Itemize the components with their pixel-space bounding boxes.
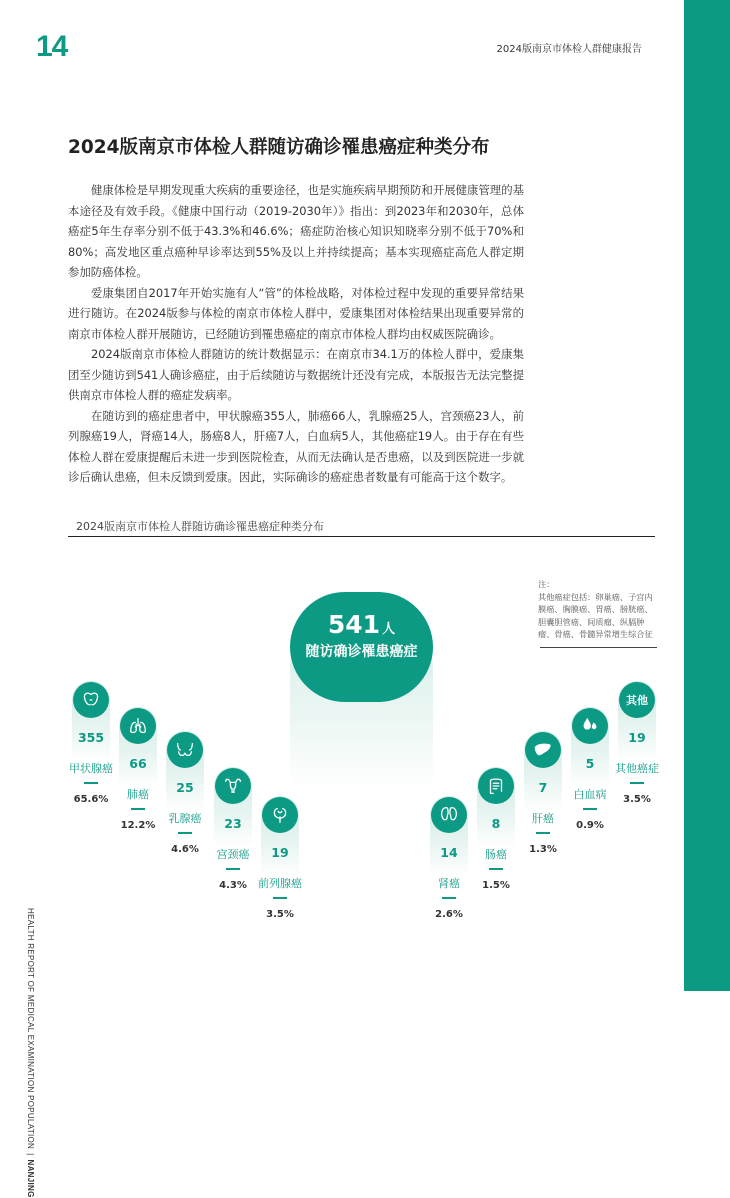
- cancer-count: 355: [77, 730, 105, 745]
- cancer-name: 前列腺癌: [258, 877, 302, 890]
- cancer-count: 19: [271, 845, 289, 860]
- cancer-divider: [226, 868, 240, 870]
- cancer-name: 乳腺癌: [168, 812, 202, 825]
- cancer-count: 25: [176, 780, 194, 795]
- breast-icon: [167, 732, 203, 768]
- side-separator: |: [26, 1153, 35, 1156]
- cancer-divider: [442, 897, 456, 899]
- paragraph-4: 在随访到的癌症患者中，甲状腺癌355人，肺癌66人，乳腺癌25人，宫颈癌23人，前列腺癌19人，肾癌14人，肠癌8人，肝癌7人，白血病5人，其他癌症19人。由于存在有些体检人群在爱康提醒后未进一步到医院检查，从而无法确认是否患癌，以及到医院进一步就诊后确认患癌，但未反馈到爱康。因此，实际确诊的癌症患者数量有可能高于这个数字。: [68, 408, 524, 484]
- cancer-percentage: 0.9%: [576, 820, 604, 831]
- side-running-title-text: HEALTH REPORT OF MEDICAL EXAMINATION POPULATION: [26, 908, 35, 1150]
- cancer-percentage: 1.3%: [529, 844, 557, 855]
- cancer-name: 肾癌: [438, 877, 460, 890]
- other-icon: [619, 682, 655, 718]
- cancer-count: 7: [538, 780, 548, 795]
- cancer-divider: [273, 897, 287, 899]
- body-text: [68, 180, 524, 488]
- cancer-name: 其他癌症: [615, 762, 659, 775]
- chart-title-rule: [68, 536, 655, 537]
- cancer-divider: [583, 808, 597, 810]
- total-count: [290, 610, 433, 639]
- cancer-count: 23: [224, 816, 242, 831]
- cancer-name: 肠癌: [485, 848, 507, 861]
- cancer-name: 甲状腺癌: [69, 762, 113, 775]
- cancer-percentage: 4.3%: [219, 880, 247, 891]
- chart-note: [538, 578, 658, 641]
- note-label: 注：: [538, 579, 555, 589]
- paragraph-2: 爱康集团自2017年开始实施有人“管”的体检战略，对体检过程中发现的重要异常结果进行随访。在2024版参与体检的南京市体检人群中，爱康集团对体检结果出现重要异常的南京市体检人群开展随访，已经随访到罹患癌症的南京市体检人群均由权威医院确诊。: [68, 285, 524, 341]
- side-running-title: [26, 908, 35, 1198]
- uterus-icon: [215, 768, 251, 804]
- cancer-name: 肺癌: [127, 788, 149, 801]
- page-number: 14: [36, 30, 68, 63]
- cancer-count: 8: [491, 816, 501, 831]
- cancer-percentage: 65.6%: [73, 794, 109, 805]
- cancer-percentage: 2.6%: [435, 909, 463, 920]
- total-circle: [290, 592, 433, 702]
- total-number: 541: [327, 610, 381, 639]
- cancer-name: 肝癌: [532, 812, 554, 825]
- side-color-bar: [684, 0, 730, 991]
- cancer-divider: [630, 782, 644, 784]
- cancer-percentage: 1.5%: [482, 880, 510, 891]
- header-report-title: 2024版南京市体检人群健康报告: [496, 44, 642, 55]
- total-label: 随访确诊罹患癌症: [305, 644, 418, 660]
- cancer-percentage: 3.5%: [623, 794, 651, 805]
- cancer-count: 5: [585, 756, 595, 771]
- cancer-name: 白血病: [573, 788, 607, 801]
- lungs-icon: [120, 708, 156, 744]
- paragraph-1: 健康体检是早期发现重大疾病的重要途径，也是实施疾病早期预防和开展健康管理的基本途径及有效手段。《健康中国行动（2019-2030年）》指出：到2023年和2030年，总体癌症5年生存率分别不低于43.3%和46.6%；癌症防治核心知识知晓率分别不低于70%和80%；高发地区重点癌种早诊率达到55%及以上并持续提高；基本实现癌症高危人群定期参加防癌体检。: [68, 183, 524, 279]
- cancer-percentage: 12.2%: [120, 820, 156, 831]
- page-title: 2024版南京市体检人群随访确诊罹患癌症种类分布: [68, 137, 490, 158]
- side-city: NANJING: [26, 1159, 35, 1198]
- note-rule: [540, 647, 657, 648]
- cancer-count: 14: [440, 845, 458, 860]
- prostate-icon: [262, 797, 298, 833]
- cancer-percentage: 3.5%: [266, 909, 294, 920]
- cancer-divider: [178, 832, 192, 834]
- cancer-name: 宫颈癌: [216, 848, 250, 861]
- chart-title: 2024版南京市体检人群随访确诊罹患癌症种类分布: [76, 520, 324, 533]
- paragraph-3: 2024版南京市体检人群随访的统计数据显示：在南京市34.1万的体检人群中，爱康集团至少随访到541人确诊癌症，由于后续随访与数据统计还没有完成，本版报告无法完整提供南京市体检人群的癌症发病率。: [68, 347, 524, 402]
- cancer-percentage: 4.6%: [171, 844, 199, 855]
- thyroid-icon: [73, 682, 109, 718]
- cancer-divider: [84, 782, 98, 784]
- cancer-count: 66: [129, 756, 147, 771]
- cancer-divider: [489, 868, 503, 870]
- total-unit: 人: [382, 622, 396, 637]
- note-text: 其他癌症包括：卵巢癌、子宫内膜癌、胸膜癌、胃癌、膀胱癌、胆囊胆管癌、间质瘤、纵膈肿瘤、骨癌、骨髓异常增生综合征: [538, 591, 653, 639]
- cancer-divider: [536, 832, 550, 834]
- cancer-count: 19: [628, 730, 646, 745]
- icon-label: 其他: [626, 694, 648, 707]
